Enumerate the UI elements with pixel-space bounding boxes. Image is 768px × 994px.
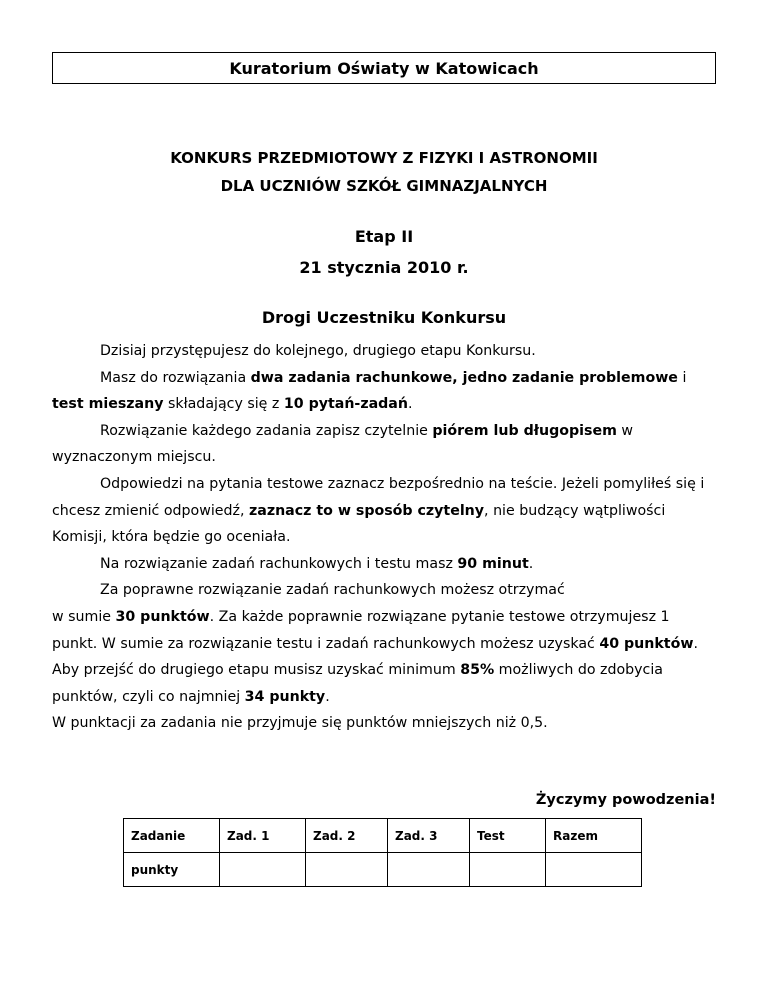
header-total: Razem [546, 819, 642, 853]
stage-date: 21 stycznia 2010 r. [299, 258, 469, 277]
p7-text-2: możliwych do zdobycia punktów, czyli co najmniej [52, 662, 663, 705]
institution-name: Kuratorium Oświaty w Katowicach [229, 58, 539, 78]
points-cell-test[interactable] [470, 853, 546, 887]
p7-text-3: . [325, 688, 330, 705]
p3-bold-pen: piórem lub długopisem [432, 422, 617, 439]
paragraph-2 [52, 365, 716, 418]
header-task-1: Zad. 1 [220, 819, 306, 853]
header-test: Test [470, 819, 546, 853]
paragraph-1 [52, 338, 716, 365]
instructions [52, 338, 716, 737]
p2-text: Masz do rozwiązania [100, 369, 251, 386]
p2-bold-count: 10 pytań-zadań [283, 396, 408, 413]
p2-text-2: i [677, 369, 687, 386]
p1-text: Dzisiaj przystępujesz do kolejnego, drugiego etapu Konkursu. [100, 343, 536, 359]
paragraph-6b [52, 604, 716, 657]
p2-text-3: składający się z [163, 396, 284, 413]
p4-text-2: , nie budzący wątpliwości Komisji, która będzie go oceniała. [52, 502, 666, 546]
p4-text: Odpowiedzi na pytania testowe zaznacz bezpośrednio na teście. Jeżeli pomyliłeś się i chcesz zmienić odpowiedź, [52, 475, 705, 519]
p5-text: Na rozwiązanie zadań rachunkowych i testu masz [100, 555, 458, 572]
title-line-2: DLA UCZNIÓW SZKÓŁ GIMNAZJALNYCH [220, 177, 548, 195]
header-task-3: Zad. 3 [388, 819, 470, 853]
score-points-row [124, 853, 642, 887]
header-task-2: Zad. 2 [306, 819, 388, 853]
p2-text-4: . [407, 396, 413, 413]
closing-wish: Życzymy powodzenia! [535, 792, 716, 808]
paragraph-8 [52, 710, 716, 737]
points-cell-task-3[interactable] [388, 853, 470, 887]
p6-text-3: . Za każde poprawnie rozwiązane pytanie testowe otrzymujesz 1 punkt. W sumie za rozwiązanie testu i zadań rachunkowych możesz uzyskać [52, 608, 670, 652]
p3-text: Rozwiązanie każdego zadania zapisz czytelnie [100, 422, 433, 439]
p2-bold-test: test mieszany [52, 396, 164, 413]
score-table [123, 818, 642, 887]
p2-bold-tasks: dwa zadania rachunkowe, jedno zadanie problemowe [250, 369, 678, 386]
p3-text-2: w wyznaczonym miejscu. [52, 422, 633, 466]
p5-bold-time: 90 minut [457, 555, 529, 572]
score-header-row [124, 819, 642, 853]
p7-bold-percent: 85% [460, 662, 495, 679]
stage-name: Etap II [354, 227, 414, 246]
points-cell-total[interactable] [546, 853, 642, 887]
points-cell-task-2[interactable] [306, 853, 388, 887]
title-line-1: KONKURS PRZEDMIOTOWY Z FIZYKI I ASTRONOMII [170, 149, 598, 167]
p6-text-2: w sumie [52, 608, 116, 625]
p4-bold-mark: zaznacz to w sposób czytelny [248, 502, 485, 519]
p6-text: Za poprawne rozwiązanie zadań rachunkowych możesz otrzymać [100, 582, 565, 599]
header-task: Zadanie [124, 819, 220, 853]
paragraph-7 [52, 657, 716, 710]
p6-bold-40: 40 punktów [599, 635, 694, 652]
paragraph-4 [52, 471, 716, 551]
p8-text: W punktacji za zadania nie przyjmuje się punktów mniejszych niż 0,5. [52, 715, 548, 732]
greeting: Drogi Uczestniku Konkursu [261, 308, 507, 327]
paragraph-3 [52, 418, 716, 471]
p6-text-4: . [693, 635, 698, 652]
institution-header [52, 52, 716, 84]
points-cell-task-1[interactable] [220, 853, 306, 887]
p5-text-2: . [528, 555, 534, 572]
points-label: punkty [124, 853, 220, 887]
p6-bold-30: 30 punktów [115, 608, 210, 625]
paragraph-6a [52, 577, 716, 604]
p7-bold-points: 34 punkty [244, 688, 326, 705]
p7-text: Aby przejść do drugiego etapu musisz uzyskać minimum [52, 662, 461, 679]
paragraph-5 [52, 551, 716, 578]
